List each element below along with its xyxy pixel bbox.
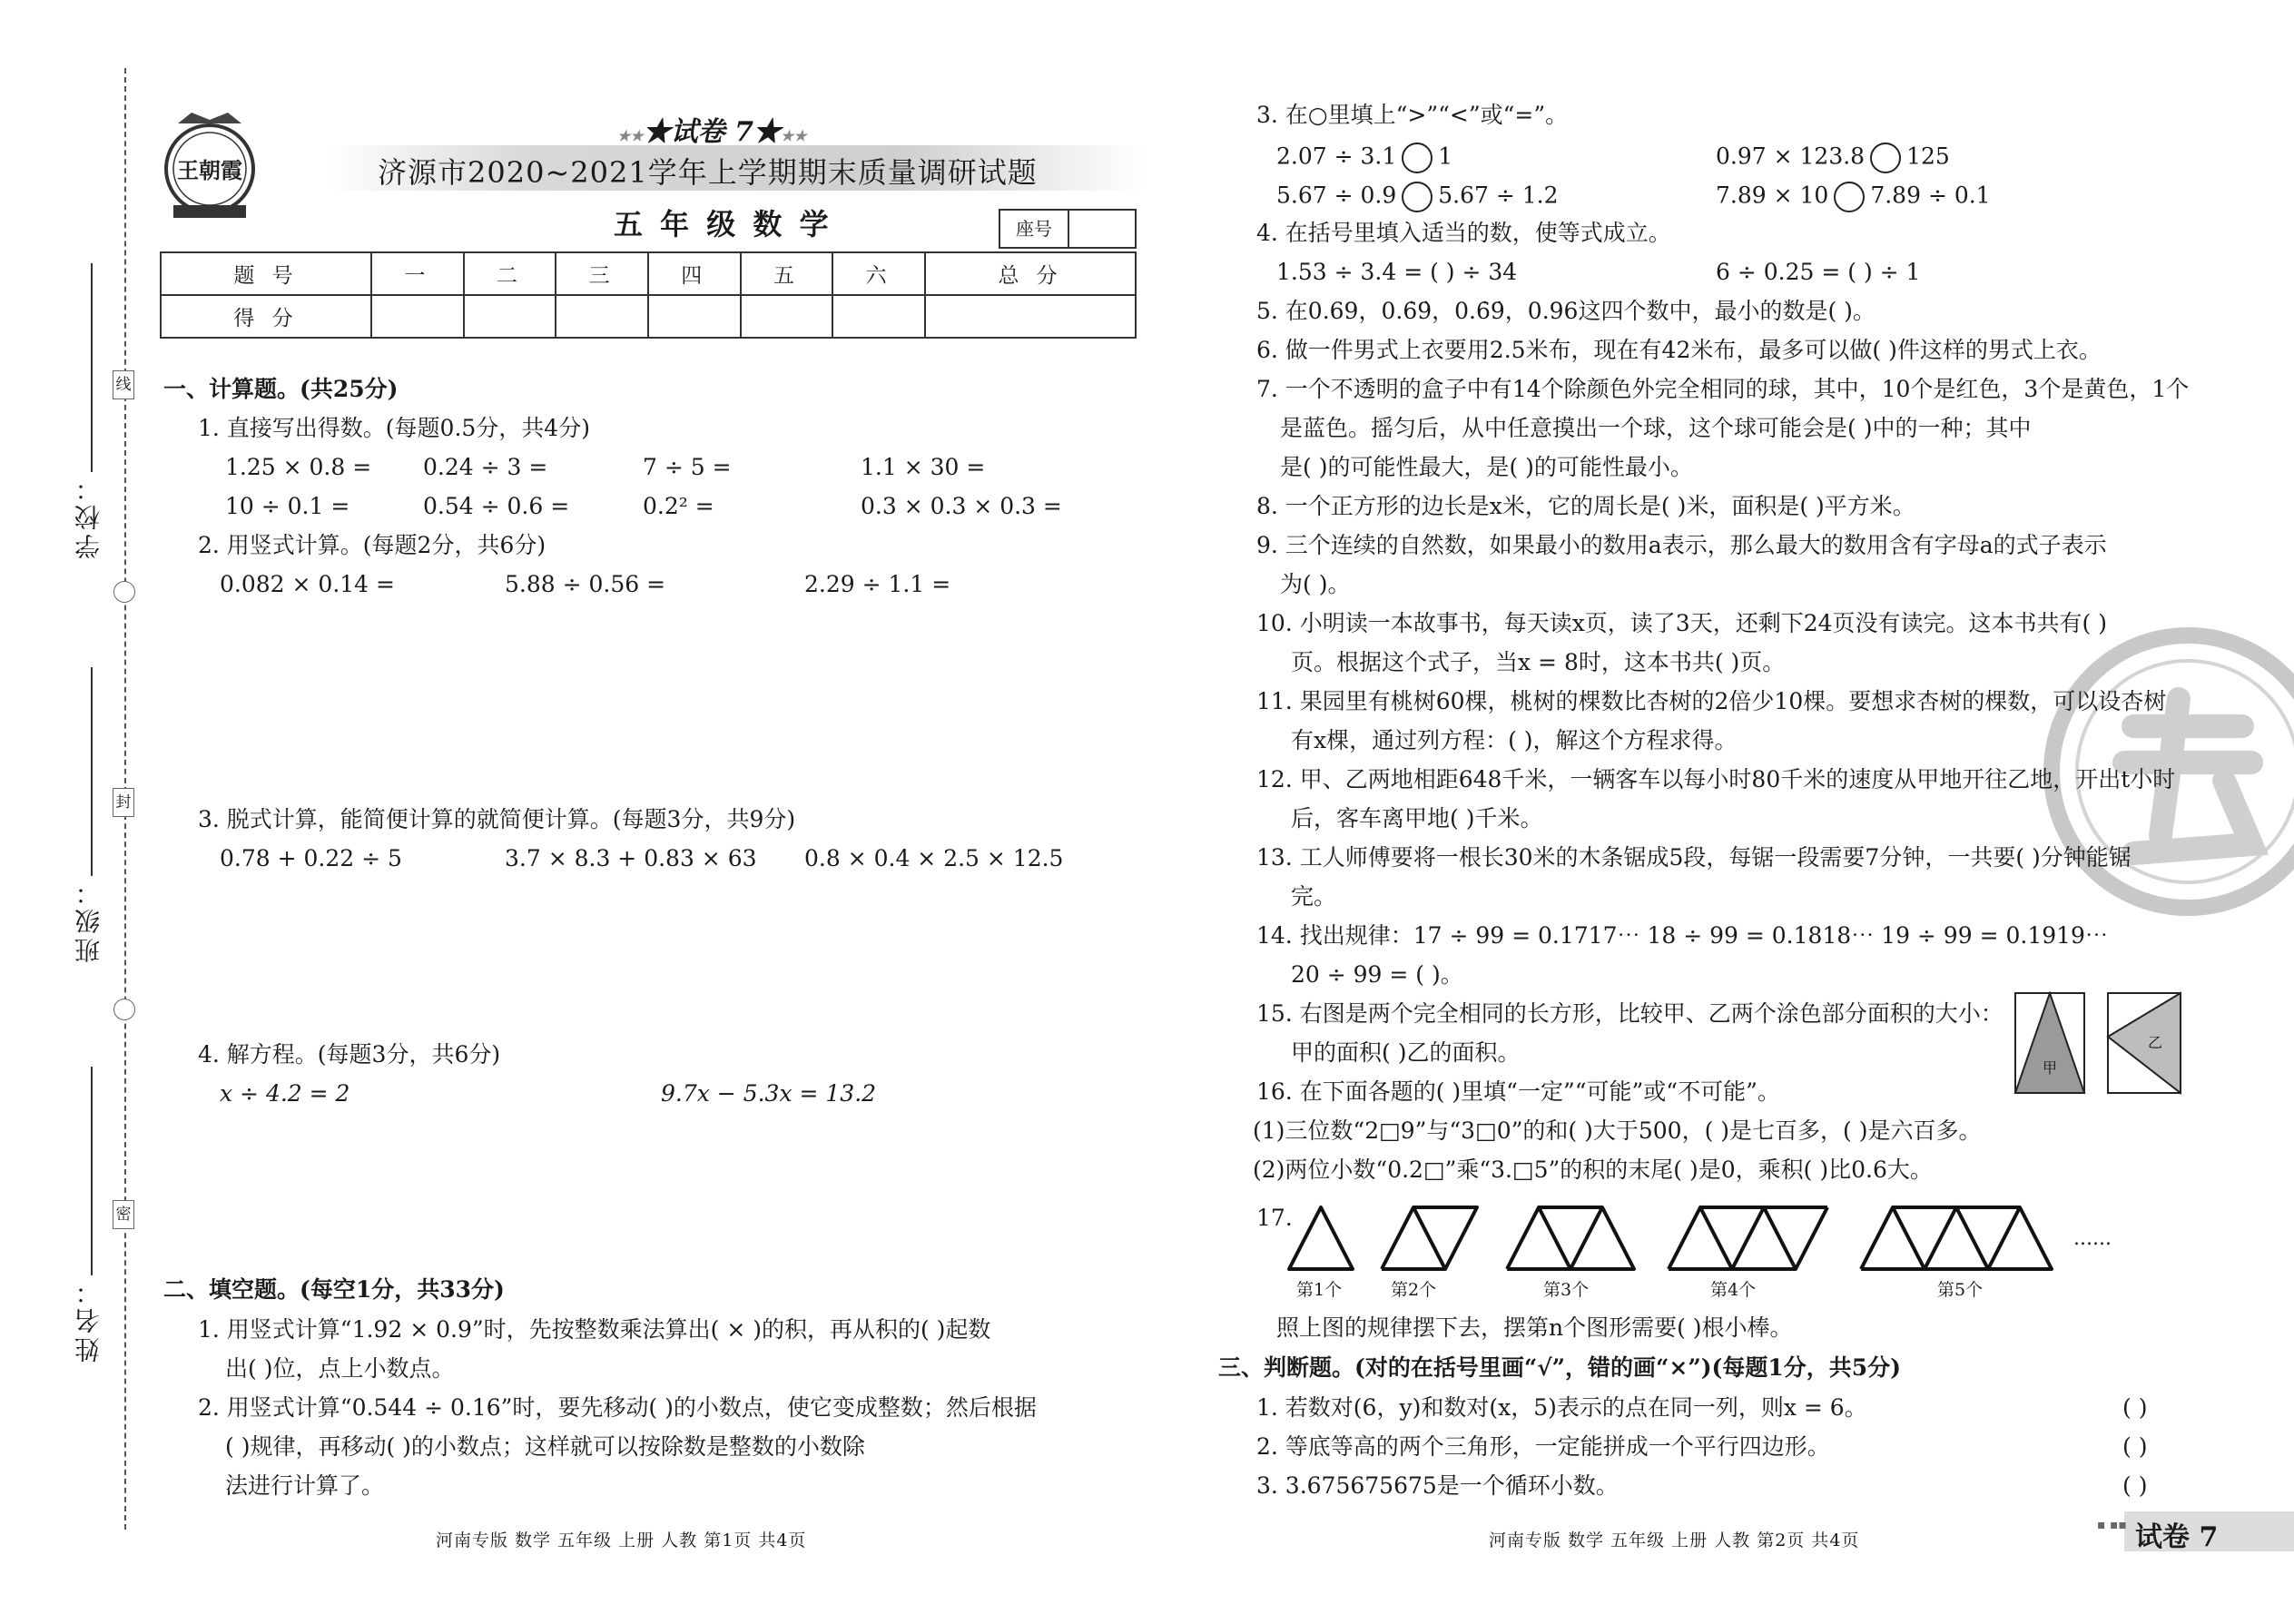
s2-q2-line1: 2. 用竖式计算“0.544 ÷ 0.16”时，要先移动( )的小数点，使它变成整数；然后根据 bbox=[198, 1394, 1037, 1421]
s2-q5: 5. 在0.69，0.6̇9̇，0.6̇9̇，0.96这四个数中，最小的数是( )。 bbox=[1256, 298, 1876, 324]
s1-q2-item: 5.88 ÷ 0.56 = bbox=[505, 571, 666, 597]
score-table bbox=[160, 251, 1137, 339]
seal-mark-feng: 封 bbox=[113, 788, 134, 817]
seat-label: 座号 bbox=[1000, 211, 1069, 247]
compare-circle[interactable] bbox=[1834, 182, 1865, 212]
s1-q2-text: 2. 用竖式计算。(每题2分，共6分) bbox=[198, 532, 546, 558]
svg-text:乙: 乙 bbox=[2147, 1034, 2163, 1051]
s3-q3: 3. 3.675675675是一个循环小数。 bbox=[1256, 1472, 1619, 1499]
score-cell: 二 bbox=[464, 252, 556, 295]
rectangles-figure bbox=[2013, 991, 2182, 1095]
binding-hole-1 bbox=[113, 581, 135, 603]
s2-q9-line2: 为( )。 bbox=[1280, 571, 1351, 597]
score-input-cell[interactable] bbox=[925, 295, 1136, 338]
score-input-cell[interactable] bbox=[832, 295, 925, 338]
subject-title: 五 年 级 数 学 bbox=[614, 207, 832, 241]
score-table-header-row bbox=[161, 252, 1136, 295]
pattern-label: 第5个 bbox=[1937, 1280, 1984, 1300]
pattern-ellipsis: ...... bbox=[2073, 1227, 2112, 1250]
triangle-pattern-figure bbox=[1280, 1198, 2079, 1271]
answer-paren[interactable]: ( ) bbox=[2122, 1472, 2148, 1499]
s2-q10-line1: 10. 小明读一本故事书，每天读x页，读了3天，还剩下24页没有读完。这本书共有( ) bbox=[1256, 610, 2107, 636]
s2-q16-1: (1)三位数“2□9”与“3□0”的和( )大于500，( )是七百多，( )是六百多。 bbox=[1253, 1117, 1982, 1144]
binding-hole-2 bbox=[113, 999, 135, 1020]
s2-q16-2: (2)两位小数“0.2□”乘“3.□5”的积的末尾( )是0，乘积( )比0.6大。 bbox=[1253, 1156, 1933, 1183]
s1-q2-item: 2.29 ÷ 1.1 = bbox=[804, 571, 951, 597]
s1-q1-item: 0.24 ÷ 3 = bbox=[423, 454, 548, 480]
score-cell: 四 bbox=[648, 252, 741, 295]
brand-logo bbox=[160, 107, 260, 221]
s1-q1-item: 0.54 ÷ 0.6 = bbox=[423, 493, 570, 519]
compare-item-1: 2.07 ÷ 3.1 1 bbox=[1276, 143, 1452, 173]
svg-text:王朝霞: 王朝霞 bbox=[177, 157, 242, 183]
score-table-score-row bbox=[161, 295, 1136, 338]
compare-circle[interactable] bbox=[1402, 143, 1433, 173]
score-cell: 六 bbox=[832, 252, 925, 295]
score-cell: 题 号 bbox=[161, 252, 371, 295]
s2-q14-line2: 20 ÷ 99 = ( )。 bbox=[1291, 961, 1463, 988]
s1-q1-text: 1. 直接写出得数。(每题0.5分，共4分) bbox=[198, 415, 590, 441]
s1-q1-item: 0.2² = bbox=[643, 493, 714, 519]
exam-title: 济源市2020~2021学年上学期期末质量调研试题 bbox=[378, 155, 1038, 190]
section3-title: 三、判断题。(对的在括号里画“√”，错的画“×”)(每题1分，共5分) bbox=[1218, 1354, 1902, 1381]
score-input-cell[interactable] bbox=[648, 295, 741, 338]
compare-item-3: 5.67 ÷ 0.9 5.67 ÷ 1.2 bbox=[1276, 182, 1559, 212]
s2-q4-text: 4. 在括号里填入适当的数，使等式成立。 bbox=[1256, 220, 1671, 246]
seat-number-box[interactable] bbox=[999, 209, 1137, 249]
s3-q2: 2. 等底等高的两个三角形，一定能拼成一个平行四边形。 bbox=[1256, 1433, 1830, 1460]
s1-q1-item: 7 ÷ 5 = bbox=[643, 454, 732, 480]
s1-q4-item: 9.7x − 5.3x = 13.2 bbox=[661, 1080, 877, 1107]
pattern-label: 第2个 bbox=[1391, 1280, 1437, 1300]
compare-item-4: 7.89 × 10 7.89 ÷ 0.1 bbox=[1716, 182, 1991, 212]
s1-q1-item: 1.1 × 30 = bbox=[861, 454, 986, 480]
score-input-cell[interactable] bbox=[464, 295, 556, 338]
s2-q7-line3: 是( )的可能性最大，是( )的可能性最小。 bbox=[1280, 454, 1693, 480]
s2-q4-item: 6 ÷ 0.25 = ( ) ÷ 1 bbox=[1716, 259, 1921, 285]
seal-mark-mi: 密 bbox=[113, 1200, 134, 1229]
s1-q4-text: 4. 解方程。(每题3分，共6分) bbox=[198, 1041, 501, 1068]
s3-q1: 1. 若数对(6，y)和数对(x，5)表示的点在同一列，则x = 6。 bbox=[1256, 1394, 1867, 1421]
pattern-label: 第4个 bbox=[1710, 1280, 1757, 1300]
s2-q17-text: 照上图的规律摆下去，摆第n个图形需要( )根小棒。 bbox=[1276, 1314, 1793, 1341]
pattern-label: 第1个 bbox=[1296, 1280, 1343, 1300]
name-label: 姓名： bbox=[74, 1275, 103, 1363]
s2-q10-line2: 页。根据这个式子，当x = 8时，这本书共( )页。 bbox=[1291, 649, 1786, 675]
section1-title: 一、计算题。(共25分) bbox=[163, 376, 399, 402]
footer-right: 河南专版 数学 五年级 上册 人教 第2页 共4页 bbox=[1489, 1530, 1860, 1550]
section2-title: 二、填空题。(每空1分，共33分) bbox=[163, 1276, 505, 1303]
svg-text:甲: 甲 bbox=[2042, 1059, 2058, 1077]
footer-left: 河南专版 数学 五年级 上册 人教 第1页 共4页 bbox=[436, 1530, 807, 1550]
s2-q13-line2: 完。 bbox=[1291, 883, 1337, 910]
s2-q16-text: 16. 在下面各题的( )里填“一定”“可能”或“不可能”。 bbox=[1256, 1078, 1780, 1105]
s2-q8: 8. 一个正方形的边长是x米，它的周长是( )米，面积是( )平方米。 bbox=[1256, 493, 1915, 519]
score-cell: 五 bbox=[741, 252, 833, 295]
s1-q2-item: 0.082 × 0.14 = bbox=[220, 571, 395, 597]
s2-q3-text: 3. 在○里填上“>”“<”或“=”。 bbox=[1256, 102, 1569, 128]
s1-q1-item: 1.25 × 0.8 = bbox=[225, 454, 372, 480]
class-line bbox=[91, 667, 93, 876]
score-input-cell[interactable] bbox=[741, 295, 833, 338]
s1-q3-item: 3.7 × 8.3 + 0.83 × 63 bbox=[505, 845, 757, 871]
class-label: 班级： bbox=[74, 876, 103, 963]
score-cell: 得 分 bbox=[161, 295, 371, 338]
s2-q1-line2: 出( )位，点上小数点。 bbox=[225, 1355, 455, 1382]
s1-q1-item: 0.3 × 0.3 × 0.3 = bbox=[861, 493, 1062, 519]
score-cell: 一 bbox=[371, 252, 464, 295]
s2-q12-line1: 12. 甲、乙两地相距648千米，一辆客车以每小时80千米的速度从甲地开往乙地，开出t小时 bbox=[1256, 766, 2176, 792]
s2-q2-line3: 法进行计算了。 bbox=[225, 1472, 385, 1499]
s2-q4-item: 1.53 ÷ 3.4 = ( ) ÷ 34 bbox=[1276, 259, 1518, 285]
school-line bbox=[91, 263, 93, 472]
compare-item-2: 0.97 × 123.8 125 bbox=[1716, 143, 1950, 173]
s1-q3-item: 0.8 × 0.4 × 2.5 × 12.5 bbox=[804, 845, 1064, 871]
s2-q12-line2: 后，客车离甲地( )千米。 bbox=[1291, 805, 1543, 832]
s2-q7-line1: 7. 一个不透明的盒子中有14个除颜色外完全相同的球，其中，10个是红色，3个是黄色，1个 bbox=[1256, 376, 2190, 402]
s1-q3-text: 3. 脱式计算，能简便计算的就简便计算。(每题3分，共9分) bbox=[198, 806, 796, 832]
score-input-cell[interactable] bbox=[556, 295, 648, 338]
s1-q3-item: 0.78 + 0.22 ÷ 5 bbox=[220, 845, 402, 871]
answer-paren[interactable]: ( ) bbox=[2122, 1433, 2148, 1460]
answer-paren[interactable]: ( ) bbox=[2122, 1394, 2148, 1421]
s2-q17-number: 17. bbox=[1256, 1205, 1293, 1231]
s2-q15-line2: 甲的面积( )乙的面积。 bbox=[1291, 1039, 1521, 1066]
s2-q1-line1: 1. 用竖式计算“1.92 × 0.9”时，先按整数乘法算出( × )的积，再从积的( )起数 bbox=[198, 1316, 991, 1343]
score-input-cell[interactable] bbox=[371, 295, 464, 338]
s2-q11-line1: 11. 果园里有桃树60棵，桃树的棵数比杏树的2倍少10棵。要想求杏树的棵数，可以设杏树 bbox=[1256, 688, 2167, 714]
s1-q4-item: x ÷ 4.2 = 2 bbox=[220, 1080, 350, 1107]
s2-q9-line1: 9. 三个连续的自然数，如果最小的数用a表示，那么最大的数用含有字母a的式子表示 bbox=[1256, 532, 2107, 558]
s1-q1-item: 10 ÷ 0.1 = bbox=[225, 493, 350, 519]
s2-q14-line1: 14. 找出规律：17 ÷ 99 = 0.1717⋯ 18 ÷ 99 = 0.1818⋯ 19 ÷ 99 = 0.1919⋯ bbox=[1256, 922, 2108, 949]
s2-q11-line2: 有x棵，通过列方程：( )，解这个方程求得。 bbox=[1291, 727, 1738, 753]
compare-circle[interactable] bbox=[1870, 143, 1901, 173]
score-cell: 总 分 bbox=[925, 252, 1136, 295]
s2-q7-line2: 是蓝色。摇匀后，从中任意摸出一个球，这个球可能会是( )中的一种；其中 bbox=[1280, 415, 2032, 441]
compare-circle[interactable] bbox=[1402, 182, 1433, 212]
s2-q13-line1: 13. 工人师傅要将一根长30米的木条锯成5段，每锯一段需要7分钟，一共要( )分钟能锯 bbox=[1256, 844, 2132, 871]
s2-q2-line2: ( )规律，再移动( )的小数点；这样就可以按除数是整数的小数除 bbox=[225, 1433, 865, 1460]
name-line bbox=[91, 1067, 93, 1275]
school-label: 学校： bbox=[74, 472, 103, 559]
corner-dots: ▪ ▪▪ bbox=[2097, 1518, 2127, 1532]
s2-q15-line1: 15. 右图是两个完全相同的长方形，比较甲、乙两个涂色部分面积的大小： bbox=[1256, 1000, 2004, 1027]
s2-q6: 6. 做一件男式上衣要用2.5米布，现在有42米布，最多可以做( )件这样的男式上衣。 bbox=[1256, 337, 2102, 363]
score-cell: 三 bbox=[556, 252, 648, 295]
corner-tag: 试卷 7 bbox=[2135, 1521, 2219, 1553]
pattern-label: 第3个 bbox=[1543, 1280, 1590, 1300]
series-label: ★★★试卷 7★★★ bbox=[617, 116, 807, 148]
seal-mark-xian: 线 bbox=[113, 370, 134, 399]
